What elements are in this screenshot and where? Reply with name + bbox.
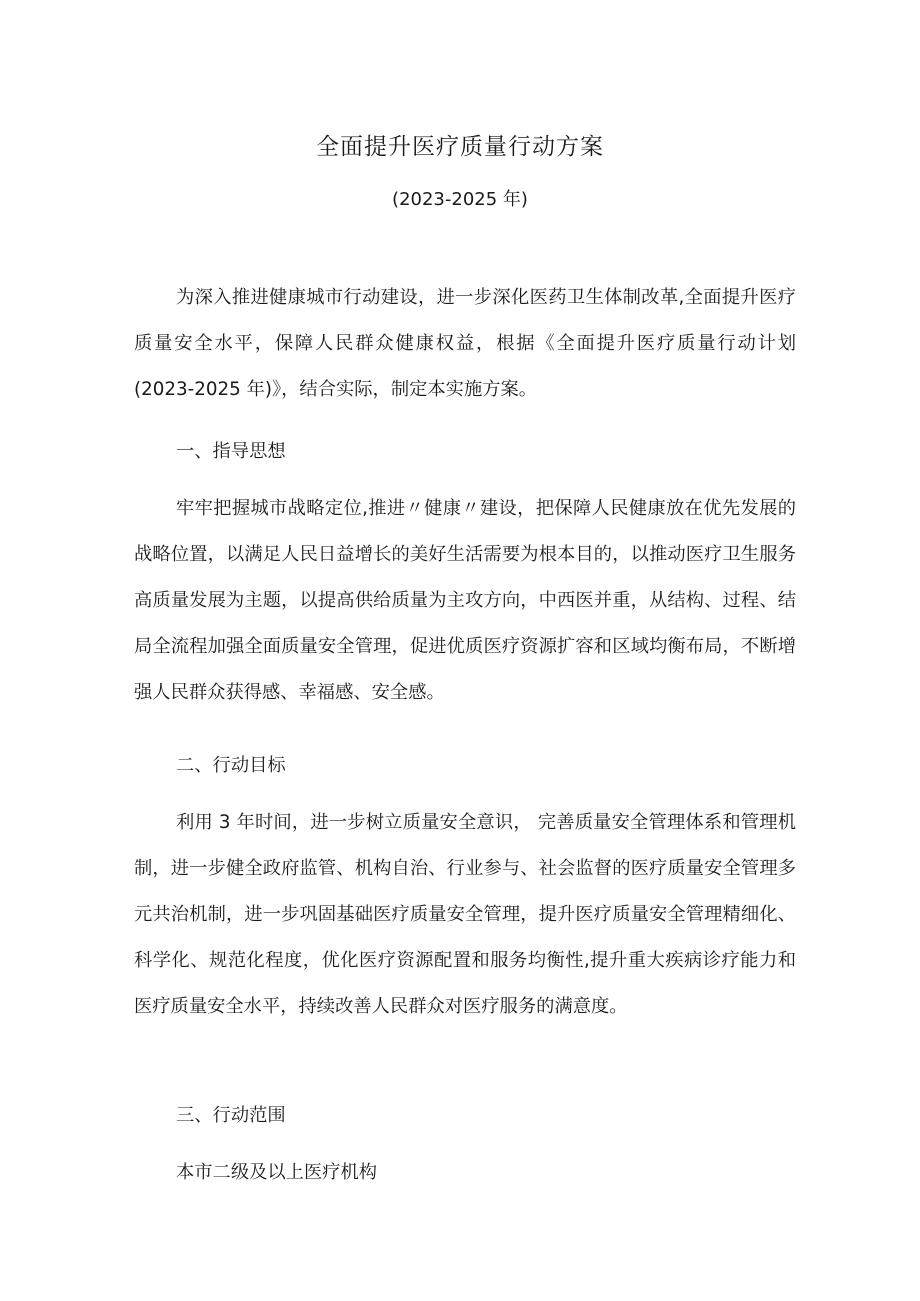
document-title: 全面提升医疗质量行动方案 (316, 134, 604, 160)
section-body-action-goals: 利用 3 年时间，进一步树立质量安全意识， 完善质量安全管理体系和管理机制，进一步健全政府监管、机构自治、行业参与、社会监督的医疗质量安全管理多元共治机制，进一步巩固基础医疗质量安全管理，提升医疗质量安全管理精细化、科学化、规范化程度，优化医疗资源配置和服务均衡性,提升重大疾病诊疗能力和医疗质量安全水平，持续改善人民群众对医疗服务的满意度。 (134, 812, 796, 1017)
section-heading-action-goals: 二、行动目标 (176, 755, 286, 776)
intro-paragraph: 为深入推进健康城市行动建设，进一步深化医药卫生体制改革,全面提升医疗质量安全水平，保障人民群众健康权益，根据《全面提升医疗质量行动计划(2023-2025 年)》，结合实际，制定本实施方案。 (134, 287, 796, 400)
section-heading-guiding-ideology: 一、指导思想 (176, 441, 286, 462)
document-subtitle: (2023-2025 年) (392, 189, 528, 210)
section-body-action-scope: 本市二级及以上医疗机构 (176, 1162, 378, 1183)
section-body-guiding-ideology: 牢牢把握城市战略定位,推进〃健康〃建设，把保障人民健康放在优先发展的战略位置，以满足人民日益增长的美好生活需要为根本目的，以推动医疗卫生服务高质量发展为主题，以提高供给质量为主攻方向，中西医并重，从结构、过程、结局全流程加强全面质量安全管理，促进优质医疗资源扩容和区域均衡布局，不断增强人民群众获得感、幸福感、安全感。 (134, 498, 796, 703)
section-heading-action-scope: 三、行动范围 (176, 1105, 286, 1126)
